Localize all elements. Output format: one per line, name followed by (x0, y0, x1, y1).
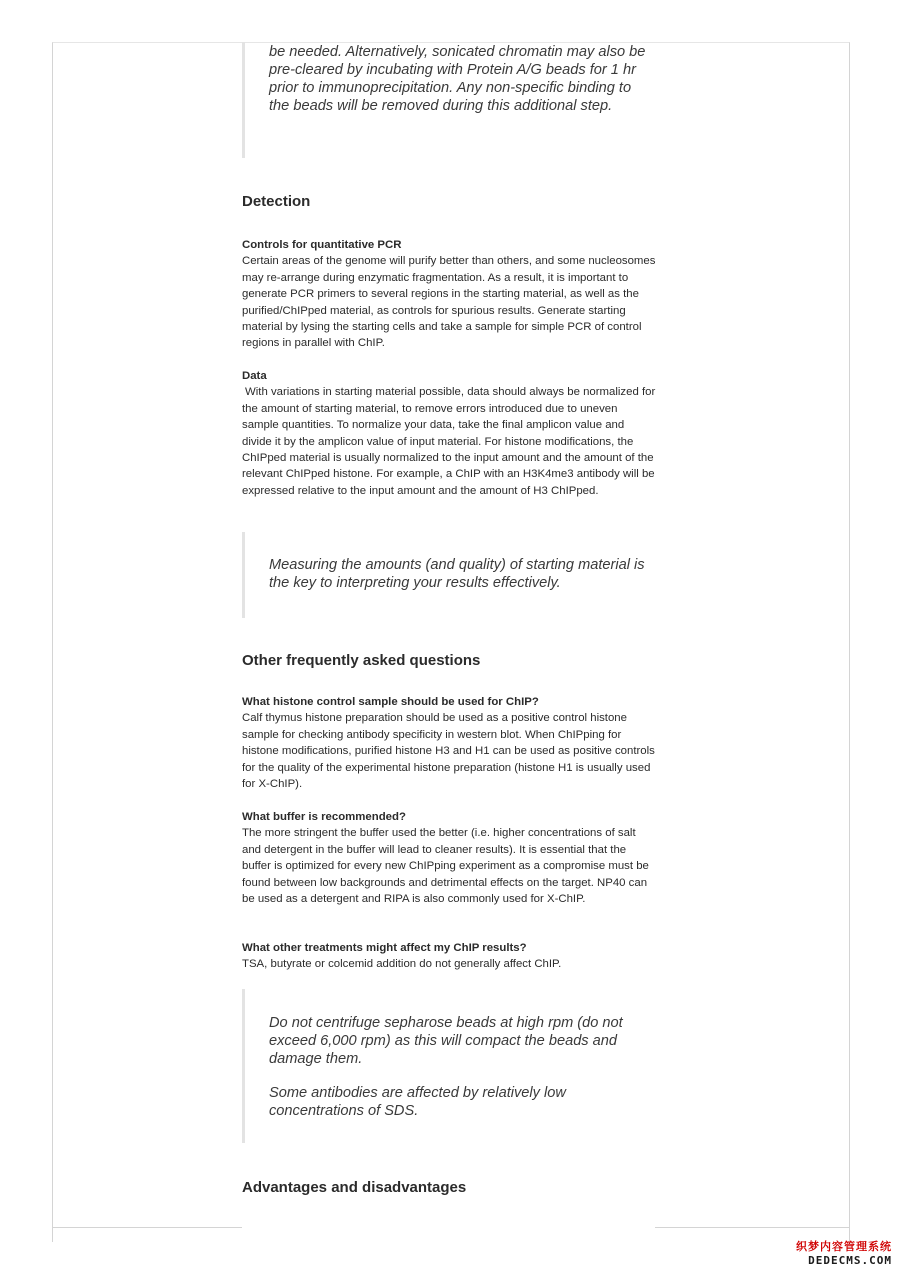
faq-answer: The more stringent the buffer used the better (i.e. higher concentrations of salt and detergent in the buffer will lead to cleaner results). It is essential that the buffer is optimized for every new ChIPping experiment as a compromise must be found between low backgrounds and detrimental effects on the target. NP40 can be used as a detergent and RIPA is also commonly used for X-ChIP. (242, 827, 649, 906)
paragraph-controls-qpcr (242, 237, 656, 352)
paragraph-text: With variations in starting material possible, data should always be normalized for the amount of starting material, to remove errors introduced due to uneven sample quantities. To normalize your data, take the final amplicon value and divide it by the amplicon value of input material. For histone modifications, the ChIPped material is usually normalized to the input amount and the amount of the relevant ChIPped histone. For example, a ChIP with an H3K4me3 antibody will be expressed relative to the input amount and the amount of H3 ChIPped. (242, 386, 656, 497)
faq-answer: Calf thymus histone preparation should be used as a positive control histone sample for checking antibody specificity in western blot. When ChIPping for histone modifications, purified histone H3 and H1 can be used as positive controls for the quality of the experimental histone preparation (histone H1 is usually used for X-ChIP). (242, 712, 655, 791)
section-heading-advantages: Advantages and disadvantages (242, 1179, 467, 1196)
faq-item (242, 694, 656, 792)
blockquote-text: be needed. Alternatively, sonicated chromatin may also be pre-cleared by incubating with Protein A/G beads for 1 hr prior to immunoprecipitation. Any non-specific binding to the beads will be removed during this additional step. (269, 44, 646, 114)
faq-question: What buffer is recommended? (242, 811, 406, 823)
blockquote-starting-material (242, 532, 654, 618)
section-heading-faq: Other frequently asked questions (242, 652, 481, 669)
page-bottom-rule (52, 1227, 242, 1228)
faq-answer: TSA, butyrate or colcemid addition do not generally affect ChIP. (242, 958, 562, 971)
page-bottom-rule (655, 1227, 850, 1228)
blockquote-text: Do not centrifuge sepharose beads at high rpm (do not exceed 6,000 rpm) as this will compact the beads and damage them. (269, 1015, 623, 1067)
faq-item (242, 940, 656, 973)
subheading-controls: Controls for quantitative PCR (242, 239, 402, 251)
blockquote-text: Some antibodies are affected by relatively low concentrations of SDS. (269, 1085, 566, 1119)
paragraph-text: Certain areas of the genome will purify better than others, and some nucleosomes may re-arrange during enzymatic fragmentation. As a result, it is important to generate PCR primers to several regions in the starting material, as well as the purified/ChIPped material, as controls for spurious results. Generate starting material by lysing the starting cells and take a sample for simple PCR of control regions in parallel with ChIP. (242, 255, 656, 350)
section-heading-detection: Detection (242, 193, 311, 210)
subheading-data: Data (242, 370, 267, 382)
watermark (796, 1241, 892, 1267)
paragraph-data (242, 368, 656, 499)
faq-question: What other treatments might affect my ChIP results? (242, 942, 527, 954)
blockquote-preclear (242, 42, 654, 158)
faq-question: What histone control sample should be used for ChIP? (242, 696, 539, 708)
watermark-en: DEDECMS.COM (808, 1254, 892, 1267)
watermark-cn: 织梦内容管理系统 (796, 1241, 892, 1253)
blockquote-text: Measuring the amounts (and quality) of starting material is the key to interpreting your results effectively. (269, 557, 645, 591)
blockquote-bead-warnings (242, 989, 654, 1143)
faq-item (242, 809, 656, 907)
